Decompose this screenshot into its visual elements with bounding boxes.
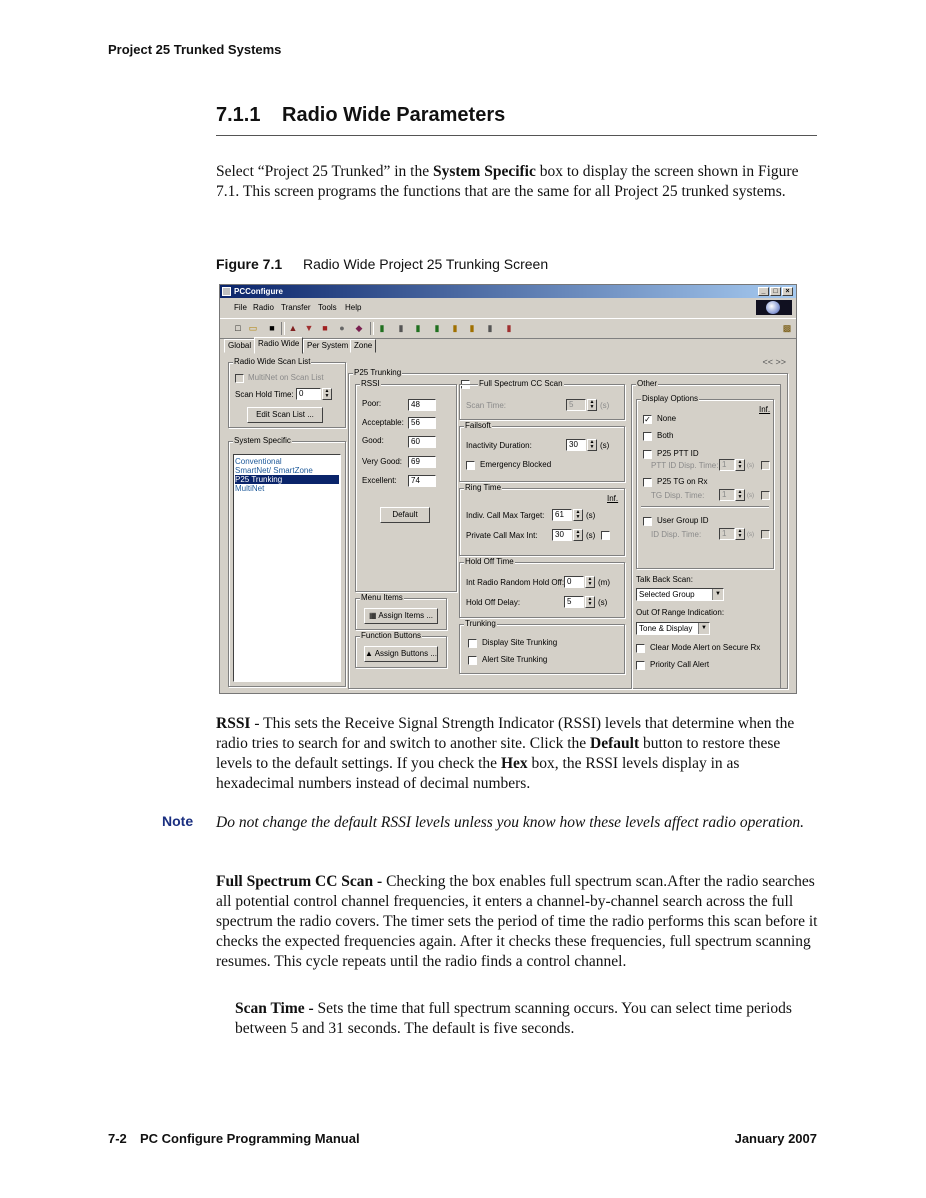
tg-disp-time-input[interactable]: 1 xyxy=(719,489,735,501)
scan-time-text: Sets the time that full spectrum scanning occurs. You can select time periods between 5 and 31 seconds. The default is five seconds. xyxy=(235,1000,792,1037)
none-checkbox[interactable]: ✓ xyxy=(644,415,651,424)
none-label: None xyxy=(657,414,677,423)
ptt-disp-time-label: PTT ID Disp. Time: xyxy=(651,461,719,470)
hex-term: Hex xyxy=(500,755,528,772)
indiv-call-label: Indiv. Call Max Target: xyxy=(466,511,545,520)
rssi-paragraph xyxy=(216,714,818,794)
full-spectrum-group xyxy=(459,379,625,420)
scan-time-label: Scan Time: xyxy=(466,401,507,410)
talk-back-value: Selected Group xyxy=(639,590,695,599)
assign-items-icon: ▦ xyxy=(368,611,379,620)
window-title: PCConfigure xyxy=(234,287,283,296)
trunking-title: Trunking xyxy=(465,619,496,628)
menu-bar xyxy=(220,300,796,314)
system-specific-list[interactable] xyxy=(233,454,341,682)
alert-site-trunking-label: Alert Site Trunking xyxy=(482,655,548,664)
bar-icon-3[interactable]: ▮ xyxy=(415,323,421,333)
new-icon[interactable]: □ xyxy=(235,323,241,333)
bar-icon-7[interactable]: ▮ xyxy=(487,323,493,333)
random-hold-off-input[interactable]: 0 xyxy=(564,576,584,588)
rssi-poor-label: Poor: xyxy=(362,399,382,408)
tg-disp-time-unit: (s) xyxy=(747,493,754,499)
bar-icon-8[interactable]: ▮ xyxy=(506,323,512,333)
exit-icon[interactable]: ▩ xyxy=(782,323,792,333)
brand-logo xyxy=(756,300,792,315)
id-disp-time-label: ID Disp. Time: xyxy=(651,530,702,539)
rssi-text-3: box, the RSSI levels display in as hexadecimal numbers instead of decimal numbers. xyxy=(216,755,740,792)
title-bar xyxy=(220,285,796,298)
page-number: 7-2 xyxy=(108,1131,127,1146)
id-disp-inf-checkbox[interactable] xyxy=(761,530,770,539)
private-call-unit: (s) xyxy=(586,531,596,540)
list-item[interactable]: Conventional xyxy=(235,457,282,466)
scan-time-paragraph xyxy=(235,999,810,1039)
rssi-good-label: Good: xyxy=(362,436,384,445)
id-disp-time-spinner[interactable]: ▲ ▼ xyxy=(735,528,745,540)
scan-hold-input[interactable]: 0 xyxy=(296,388,321,400)
priority-call-alert-checkbox[interactable] xyxy=(636,661,645,670)
rssi-very-good-input[interactable]: 69 xyxy=(408,456,436,468)
ptt-disp-time-unit: (s) xyxy=(747,463,754,469)
intro-paragraph xyxy=(216,162,818,202)
display-options-group xyxy=(636,394,774,569)
hold-off-title: Hold Off Time xyxy=(465,557,514,566)
figure-label: Figure 7.1 xyxy=(216,256,283,272)
clear-mode-alert-label: Clear Mode Alert on Secure Rx xyxy=(650,643,761,652)
indiv-call-unit: (s) xyxy=(586,511,596,520)
figure-caption xyxy=(216,256,548,272)
read-radio-icon[interactable]: ▲ xyxy=(288,323,298,333)
other-title: Other xyxy=(637,379,658,388)
rssi-text-2: button to restore these levels to the default settings. If you check the xyxy=(216,735,781,772)
tab-zone[interactable]: Zone xyxy=(350,339,376,353)
full-spectrum-label: Full Spectrum CC Scan xyxy=(479,379,563,388)
note-text: Do not change the default RSSI levels unless you know how these levels affect radio operation. xyxy=(216,814,805,831)
scan-time-term: Scan Time - xyxy=(235,1000,314,1017)
private-call-label: Private Call Max Int: xyxy=(466,531,538,540)
multinet-label: MultiNet on Scan List xyxy=(248,373,324,382)
rssi-acceptable-input[interactable]: 56 xyxy=(408,417,436,429)
id-disp-time-unit: (s) xyxy=(747,532,754,538)
function-buttons-title: Function Buttons xyxy=(361,631,422,640)
intro-bold: System Specific xyxy=(432,163,536,180)
out-of-range-select[interactable] xyxy=(636,622,710,635)
bar-icon-2[interactable]: ▮ xyxy=(398,323,404,333)
id-disp-time-input[interactable]: 1 xyxy=(719,528,735,540)
list-item[interactable]: SmartNet/ SmartZone xyxy=(235,466,313,475)
ptt-disp-inf-checkbox[interactable] xyxy=(761,461,770,470)
bar-icon-5[interactable]: ▮ xyxy=(452,323,458,333)
rssi-term: RSSI xyxy=(216,715,251,732)
menu-tools[interactable]: Tools xyxy=(318,303,337,312)
system-specific-title: System Specific xyxy=(234,436,291,445)
assign-buttons-label: Assign Buttons ... xyxy=(374,649,437,658)
ring-time-inf[interactable]: Inf. xyxy=(607,494,619,503)
talk-back-select[interactable] xyxy=(636,588,724,601)
chevron-down-icon[interactable]: ▼ xyxy=(712,589,723,600)
emergency-blocked-label: Emergency Blocked xyxy=(480,460,552,469)
open-icon[interactable]: ▭ xyxy=(248,323,258,333)
scan-hold-label: Scan Hold Time: xyxy=(235,390,294,399)
tab-global[interactable]: Global xyxy=(224,339,255,353)
out-of-range-value: Tone & Display xyxy=(639,624,693,633)
section-heading xyxy=(216,104,505,127)
bar-icon-1[interactable]: ▮ xyxy=(379,323,385,333)
display-options-title: Display Options xyxy=(642,394,699,403)
hold-off-delay-spinner[interactable]: ▲ ▼ xyxy=(585,596,595,608)
full-spectrum-term: Full Spectrum CC Scan - xyxy=(216,873,383,890)
maximize-button[interactable]: □ xyxy=(770,287,781,296)
menu-radio[interactable]: Radio xyxy=(253,303,274,312)
rssi-very-good-label: Very Good: xyxy=(362,457,403,466)
rssi-good-input[interactable]: 60 xyxy=(408,436,436,448)
toolbar xyxy=(220,318,796,339)
priority-call-alert-label: Priority Call Alert xyxy=(650,660,710,669)
hold-off-delay-input[interactable]: 5 xyxy=(564,596,584,608)
ring-time-group xyxy=(459,483,625,556)
scan-time-input[interactable]: 5 xyxy=(566,399,586,411)
footer-date: January 2007 xyxy=(734,1131,817,1146)
manual-title: PC Configure Programming Manual xyxy=(140,1131,360,1146)
assign-buttons-button[interactable] xyxy=(364,646,438,662)
scan-hold-spinner[interactable]: ▲ ▼ xyxy=(322,388,332,400)
list-item[interactable]: MultiNet xyxy=(235,484,265,493)
indiv-call-input[interactable]: 61 xyxy=(552,509,572,521)
rssi-text-1: - This sets the Receive Signal Strength Indicator (RSSI) levels that determine when the radio tries to search for and switch to another site. Click the xyxy=(216,715,795,752)
intro-text-1: Select “Project 25 Trunked” in the xyxy=(216,163,433,180)
scan-list-group xyxy=(228,357,346,428)
tg-disp-inf-checkbox[interactable] xyxy=(761,491,770,500)
program-radio-icon[interactable]: ■ xyxy=(322,323,328,333)
intro-text-2: box to display the screen shown in Figure 7.1. This screen programs the functions that are the same for all Project 25 trunked systems. xyxy=(216,163,799,200)
p25-ptt-id-checkbox[interactable] xyxy=(643,450,652,459)
rssi-excellent-label: Excellent: xyxy=(362,476,397,485)
menu-items-group xyxy=(355,593,447,630)
tab-radio-wide[interactable]: Radio Wide xyxy=(254,337,303,354)
assign-items-button[interactable] xyxy=(364,608,438,624)
alert-site-trunking-checkbox[interactable] xyxy=(468,656,477,665)
private-call-input[interactable]: 30 xyxy=(552,529,572,541)
p25-ptt-id-label: P25 PTT ID xyxy=(657,449,699,458)
default-term: Default xyxy=(590,735,640,752)
bar-icon-4[interactable]: ▮ xyxy=(434,323,440,333)
note-label: Note xyxy=(162,813,194,829)
section-rule xyxy=(216,135,817,136)
toolbar-separator xyxy=(370,322,374,335)
random-hold-off-unit: (m) xyxy=(598,578,610,587)
ring-time-title: Ring Time xyxy=(465,483,502,492)
menu-file[interactable]: File xyxy=(234,303,247,312)
display-site-trunking-label: Display Site Trunking xyxy=(482,638,558,647)
failsoft-title: Failsoft xyxy=(465,421,491,430)
random-hold-off-spinner[interactable]: ▲ ▼ xyxy=(585,576,595,588)
menu-help[interactable]: Help xyxy=(345,303,362,312)
p25-tg-on-rx-label: P25 TG on Rx xyxy=(657,477,708,486)
menu-transfer[interactable]: Transfer xyxy=(281,303,311,312)
both-checkbox[interactable] xyxy=(643,432,652,441)
ptt-disp-time-spinner[interactable]: ▲ ▼ xyxy=(735,459,745,471)
system-specific-group xyxy=(228,436,346,687)
section-number: 7.1.1 xyxy=(216,104,261,126)
both-label: Both xyxy=(657,431,674,440)
scan-time-spinner[interactable]: ▲ ▼ xyxy=(587,399,597,411)
full-spectrum-paragraph xyxy=(216,872,818,972)
assign-buttons-icon: ▲ xyxy=(365,649,375,658)
full-spectrum-text: Checking the box enables full spectrum scan.After the radio searches all potential control channel frequencies, it enters a channel-by-channel search across the full spectrum the radio covers. The timer sets the period of time the radio performs this scan before it checks the expected frequencies again. After it checks these frequencies, full spectrum scanning resumes. This cycle repeats until the radio finds a control channel. xyxy=(216,873,818,970)
logo-icon xyxy=(766,301,780,314)
other-group xyxy=(631,379,781,689)
assign-items-label: Assign Items ... xyxy=(378,611,434,620)
p25-tg-on-rx-checkbox[interactable] xyxy=(643,478,652,487)
running-header: Project 25 Trunked Systems xyxy=(108,42,282,57)
hold-off-delay-unit: (s) xyxy=(598,598,608,607)
figure-caption-text: Radio Wide Project 25 Trunking Screen xyxy=(303,256,549,272)
display-options-inf[interactable]: Inf. xyxy=(759,405,771,414)
app-icon xyxy=(222,287,231,296)
hold-off-delay-label: Hold Off Delay: xyxy=(466,598,521,607)
minimize-button[interactable]: _ xyxy=(758,287,769,296)
inactivity-spinner[interactable]: ▲ ▼ xyxy=(587,439,597,451)
tg-disp-time-label: TG Disp. Time: xyxy=(651,491,705,500)
tab-per-system[interactable]: Per System xyxy=(303,339,352,353)
indiv-call-spinner[interactable]: ▲ ▼ xyxy=(573,509,583,521)
rssi-title: RSSI xyxy=(361,379,380,388)
talk-back-label: Talk Back Scan: xyxy=(636,575,693,584)
close-button[interactable]: × xyxy=(782,287,793,296)
inactivity-unit: (s) xyxy=(600,441,610,450)
function-buttons-group xyxy=(355,631,447,668)
scan-time-unit: (s) xyxy=(600,401,610,410)
multinet-checkbox[interactable] xyxy=(235,374,244,383)
rssi-excellent-input[interactable]: 74 xyxy=(408,475,436,487)
list-item-selected[interactable]: P25 Trunking xyxy=(235,475,339,484)
pcconfigure-window xyxy=(219,284,797,694)
trunking-group xyxy=(459,619,625,674)
failsoft-group xyxy=(459,421,625,482)
footer-left xyxy=(108,1131,360,1146)
user-group-id-checkbox[interactable] xyxy=(643,517,652,526)
edit-scan-list-button[interactable]: Edit Scan List ... xyxy=(247,407,323,423)
record-icon[interactable]: ● xyxy=(339,323,345,333)
chevron-down-icon[interactable]: ▼ xyxy=(698,623,709,634)
section-title: Radio Wide Parameters xyxy=(282,104,506,126)
rssi-acceptable-label: Acceptable: xyxy=(362,418,404,427)
user-group-id-label: User Group ID xyxy=(657,516,709,525)
private-call-inf-checkbox[interactable] xyxy=(601,531,610,540)
ptt-disp-time-input[interactable]: 1 xyxy=(719,459,735,471)
random-hold-off-label: Int Radio Random Hold Off: xyxy=(466,578,565,587)
clear-mode-alert-checkbox[interactable] xyxy=(636,644,645,653)
scan-list-title: Radio Wide Scan List xyxy=(234,357,311,366)
display-site-trunking-checkbox[interactable] xyxy=(468,639,477,648)
rssi-poor-input[interactable]: 48 xyxy=(408,399,436,411)
p25-trunking-group xyxy=(348,368,788,689)
hold-off-group xyxy=(459,557,625,618)
toolbar-separator xyxy=(281,322,285,335)
p25-trunking-title: P25 Trunking xyxy=(354,368,402,377)
inactivity-input[interactable]: 30 xyxy=(566,439,586,451)
display-options-divider xyxy=(641,506,769,508)
inactivity-label: Inactivity Duration: xyxy=(466,441,532,450)
tag-icon[interactable]: ◆ xyxy=(355,323,363,333)
tg-disp-time-spinner[interactable]: ▲ ▼ xyxy=(735,489,745,501)
out-of-range-label: Out Of Range Indication: xyxy=(636,608,725,617)
write-radio-icon[interactable]: ▼ xyxy=(304,323,314,333)
emergency-blocked-checkbox[interactable] xyxy=(466,461,475,470)
bar-icon-6[interactable]: ▮ xyxy=(469,323,475,333)
default-button[interactable]: Default xyxy=(380,507,430,523)
menu-items-title: Menu Items xyxy=(361,593,403,602)
nav-arrows[interactable]: << >> xyxy=(762,357,786,367)
rssi-group xyxy=(355,379,457,592)
save-icon[interactable]: ■ xyxy=(269,323,275,333)
private-call-spinner[interactable]: ▲ ▼ xyxy=(573,529,583,541)
